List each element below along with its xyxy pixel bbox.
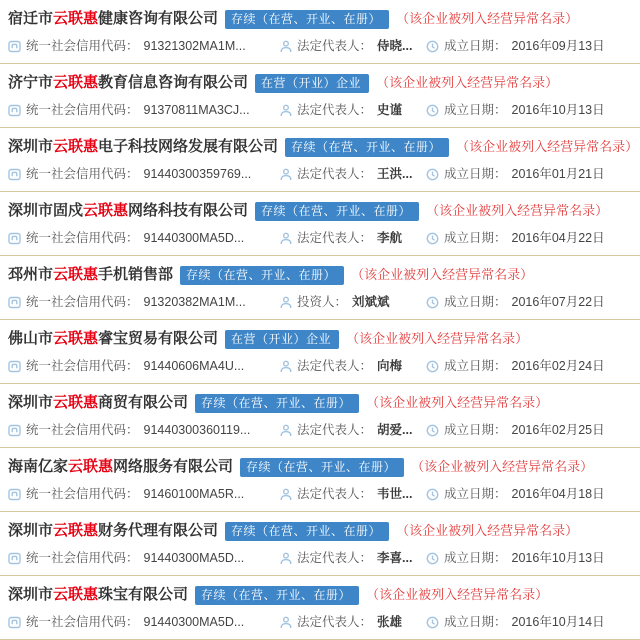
est-date-value: 2016年02月24日 (511, 359, 605, 373)
company-name-suffix: 健康咨询有限公司 (98, 10, 219, 27)
est-date-field (426, 166, 632, 182)
est-date-label: 成立日期： (444, 487, 507, 501)
credit-code-icon (8, 104, 21, 117)
company-info-line (8, 550, 632, 566)
clock-icon (426, 104, 439, 117)
credit-code-field (8, 230, 280, 246)
credit-code-field (8, 166, 280, 182)
status-badge: 存续（在营、开业、在册） (225, 522, 389, 541)
status-badge: 在营（开业）企业 (255, 74, 369, 93)
abnormal-operations-note: （该企业被列入经营异常名录） (396, 11, 579, 26)
legal-rep-value: 刘斌斌 (352, 295, 390, 309)
company-info-line (8, 358, 632, 374)
credit-code-label: 统一社会信用代码： (26, 359, 139, 373)
legal-rep-value: 王洪... (377, 167, 413, 181)
company-name-suffix: 睿宝贸易有限公司 (98, 330, 219, 347)
company-name-prefix: 深圳市 (8, 522, 54, 539)
est-date-field (426, 422, 632, 438)
est-date-label: 成立日期： (444, 615, 507, 629)
company-info-line (8, 230, 632, 246)
company-row (0, 512, 640, 576)
legal-rep-label: 法定代表人： (297, 103, 373, 117)
credit-code-field (8, 102, 280, 118)
est-date-value: 2016年04月18日 (511, 487, 605, 501)
company-name-keyword: 云联惠 (53, 138, 99, 155)
credit-code-value: 91440300MA5D... (143, 231, 245, 245)
legal-rep-field (280, 294, 426, 310)
company-name-link[interactable] (8, 201, 248, 221)
legal-rep-value: 侍晓... (377, 39, 413, 53)
est-date-value: 2016年04月22日 (511, 231, 605, 245)
status-badge: 存续（在营、开业、在册） (180, 266, 344, 285)
credit-code-value: 91370811MA3CJ... (143, 103, 250, 117)
person-icon (280, 552, 292, 565)
legal-rep-field (280, 102, 426, 118)
company-name-keyword: 云联惠 (53, 266, 99, 283)
company-name-prefix: 济宁市 (8, 74, 54, 91)
abnormal-operations-note: （该企业被列入经营异常名录） (346, 331, 529, 346)
credit-code-icon (8, 616, 21, 629)
company-info-line (8, 486, 632, 502)
clock-icon (426, 168, 439, 181)
credit-code-label: 统一社会信用代码： (26, 103, 139, 117)
credit-code-label: 统一社会信用代码： (26, 295, 139, 309)
credit-code-label: 统一社会信用代码： (26, 423, 139, 437)
est-date-value: 2016年01月21日 (511, 167, 605, 181)
credit-code-icon (8, 424, 21, 437)
status-badge: 在营（开业）企业 (225, 330, 339, 349)
est-date-label: 成立日期： (444, 423, 507, 437)
credit-code-value: 91321302MA1M... (143, 39, 246, 53)
est-date-label: 成立日期： (444, 359, 507, 373)
clock-icon (426, 488, 439, 501)
legal-rep-value: 李航 (377, 231, 403, 245)
clock-icon (426, 552, 439, 565)
legal-rep-label: 法定代表人： (297, 423, 373, 437)
company-name-link[interactable] (8, 585, 188, 605)
legal-rep-field (280, 614, 426, 630)
credit-code-label: 统一社会信用代码： (26, 615, 139, 629)
legal-rep-value: 胡爱... (377, 423, 413, 437)
person-icon (280, 168, 292, 181)
company-info-line (8, 102, 632, 118)
legal-rep-value: 李喜... (377, 551, 413, 565)
person-icon (280, 360, 292, 373)
credit-code-field (8, 486, 280, 502)
credit-code-value: 91440300359769... (143, 167, 252, 181)
credit-code-value: 91440300MA5D... (143, 615, 245, 629)
legal-rep-field (280, 358, 426, 374)
abnormal-operations-note: （该企业被列入经营异常名录） (411, 459, 594, 474)
legal-rep-field (280, 550, 426, 566)
company-title-line (8, 585, 632, 605)
est-date-field (426, 38, 632, 54)
credit-code-field (8, 550, 280, 566)
company-info-line (8, 166, 632, 182)
company-info-line (8, 422, 632, 438)
company-name-keyword: 云联惠 (53, 10, 99, 27)
legal-rep-label: 投资人： (297, 295, 348, 309)
status-badge: 存续（在营、开业、在册） (285, 138, 449, 157)
status-badge: 存续（在营、开业、在册） (225, 10, 389, 29)
est-date-value: 2016年07月22日 (511, 295, 605, 309)
company-name-suffix: 商贸有限公司 (98, 394, 189, 411)
est-date-value: 2016年10月13日 (511, 551, 605, 565)
credit-code-icon (8, 488, 21, 501)
legal-rep-value: 史谨 (377, 103, 403, 117)
company-row (0, 384, 640, 448)
est-date-label: 成立日期： (444, 551, 507, 565)
company-title-line (8, 393, 632, 413)
credit-code-label: 统一社会信用代码： (26, 487, 139, 501)
company-name-link[interactable] (8, 521, 218, 541)
company-name-keyword: 云联惠 (53, 74, 99, 91)
company-name-link[interactable] (8, 329, 218, 349)
credit-code-icon (8, 552, 21, 565)
status-badge: 存续（在营、开业、在册） (195, 586, 359, 605)
company-row (0, 192, 640, 256)
company-title-line (8, 265, 632, 285)
credit-code-value: 91460100MA5R... (143, 487, 245, 501)
company-title-line (8, 457, 632, 477)
company-name-link[interactable] (8, 73, 248, 93)
company-name-suffix: 教育信息咨询有限公司 (98, 74, 249, 91)
company-name-keyword: 云联惠 (53, 522, 99, 539)
company-name-prefix: 深圳市 (8, 394, 54, 411)
company-name-keyword: 云联惠 (83, 202, 129, 219)
credit-code-field (8, 358, 280, 374)
company-row (0, 0, 640, 64)
est-date-field (426, 486, 632, 502)
abnormal-operations-note: （该企业被列入经营异常名录） (366, 395, 549, 410)
legal-rep-field (280, 230, 426, 246)
legal-rep-value: 张雄 (377, 615, 403, 629)
credit-code-label: 统一社会信用代码： (26, 167, 139, 181)
credit-code-field (8, 38, 280, 54)
est-date-field (426, 102, 632, 118)
company-name-keyword: 云联惠 (53, 586, 99, 603)
company-row (0, 64, 640, 128)
company-info-line (8, 38, 632, 54)
est-date-field (426, 614, 632, 630)
company-name-prefix: 佛山市 (8, 330, 54, 347)
legal-rep-field (280, 486, 426, 502)
company-info-line (8, 294, 632, 310)
est-date-label: 成立日期： (444, 295, 507, 309)
abnormal-operations-note: （该企业被列入经营异常名录） (376, 75, 559, 90)
company-name-link[interactable] (8, 265, 173, 285)
company-name-prefix: 邳州市 (8, 266, 54, 283)
clock-icon (426, 424, 439, 437)
est-date-field (426, 358, 632, 374)
est-date-field (426, 550, 632, 566)
credit-code-icon (8, 360, 21, 373)
credit-code-label: 统一社会信用代码： (26, 551, 139, 565)
company-name-suffix: 网络科技有限公司 (128, 202, 249, 219)
credit-code-icon (8, 296, 21, 309)
company-name-suffix: 财务代理有限公司 (98, 522, 219, 539)
person-icon (280, 296, 292, 309)
company-name-keyword: 云联惠 (68, 458, 114, 475)
legal-rep-label: 法定代表人： (297, 39, 373, 53)
abnormal-operations-note: （该企业被列入经营异常名录） (456, 139, 639, 154)
company-title-line (8, 521, 632, 541)
legal-rep-label: 法定代表人： (297, 231, 373, 245)
credit-code-value: 91440300360119... (143, 423, 251, 437)
company-name-prefix: 海南亿家 (8, 458, 69, 475)
credit-code-value: 91440606MA4U... (143, 359, 245, 373)
company-title-line (8, 201, 632, 221)
credit-code-value: 91320382MA1M... (143, 295, 246, 309)
company-title-line (8, 9, 632, 29)
company-row (0, 576, 640, 640)
credit-code-value: 91440300MA5D... (143, 551, 245, 565)
est-date-label: 成立日期： (444, 103, 507, 117)
company-row (0, 320, 640, 384)
company-name-keyword: 云联惠 (53, 394, 99, 411)
company-info-line (8, 614, 632, 630)
clock-icon (426, 616, 439, 629)
legal-rep-field (280, 166, 426, 182)
company-name-prefix: 深圳市 (8, 138, 54, 155)
company-name-prefix: 深圳市固戍 (8, 202, 84, 219)
person-icon (280, 424, 292, 437)
credit-code-field (8, 614, 280, 630)
company-name-keyword: 云联惠 (53, 330, 99, 347)
est-date-label: 成立日期： (444, 231, 507, 245)
clock-icon (426, 360, 439, 373)
legal-rep-field (280, 422, 426, 438)
est-date-label: 成立日期： (444, 39, 507, 53)
person-icon (280, 616, 292, 629)
person-icon (280, 488, 292, 501)
company-title-line (8, 329, 632, 349)
company-name-link[interactable] (8, 393, 188, 413)
legal-rep-value: 向梅 (377, 359, 403, 373)
legal-rep-label: 法定代表人： (297, 551, 373, 565)
company-title-line (8, 137, 639, 157)
abnormal-operations-note: （该企业被列入经营异常名录） (426, 203, 609, 218)
legal-rep-label: 法定代表人： (297, 167, 373, 181)
clock-icon (426, 232, 439, 245)
company-name-link[interactable] (8, 137, 278, 157)
est-date-value: 2016年10月14日 (511, 615, 605, 629)
credit-code-icon (8, 40, 21, 53)
clock-icon (426, 296, 439, 309)
status-badge: 存续（在营、开业、在册） (195, 394, 359, 413)
est-date-value: 2016年02月25日 (511, 423, 605, 437)
clock-icon (426, 40, 439, 53)
est-date-label: 成立日期： (444, 167, 507, 181)
abnormal-operations-note: （该企业被列入经营异常名录） (366, 587, 549, 602)
legal-rep-label: 法定代表人： (297, 615, 373, 629)
abnormal-operations-note: （该企业被列入经营异常名录） (396, 523, 579, 538)
est-date-field (426, 230, 632, 246)
legal-rep-label: 法定代表人： (297, 359, 373, 373)
company-name-suffix: 手机销售部 (98, 266, 174, 283)
company-name-link[interactable] (8, 9, 218, 29)
credit-code-label: 统一社会信用代码： (26, 231, 139, 245)
company-name-suffix: 电子科技网络发展有限公司 (98, 138, 279, 155)
person-icon (280, 104, 292, 117)
company-name-prefix: 深圳市 (8, 586, 54, 603)
est-date-value: 2016年10月13日 (511, 103, 605, 117)
legal-rep-field (280, 38, 426, 54)
company-title-line (8, 73, 632, 93)
credit-code-icon (8, 168, 21, 181)
company-name-suffix: 珠宝有限公司 (98, 586, 189, 603)
credit-code-field (8, 422, 280, 438)
legal-rep-label: 法定代表人： (297, 487, 373, 501)
status-badge: 存续（在营、开业、在册） (240, 458, 404, 477)
company-row (0, 128, 640, 192)
credit-code-field (8, 294, 280, 310)
credit-code-icon (8, 232, 21, 245)
legal-rep-value: 韦世... (377, 487, 413, 501)
company-name-prefix: 宿迁市 (8, 10, 54, 27)
person-icon (280, 40, 292, 53)
company-row (0, 256, 640, 320)
abnormal-operations-note: （该企业被列入经营异常名录） (351, 267, 534, 282)
est-date-field (426, 294, 632, 310)
company-row (0, 448, 640, 512)
company-name-link[interactable] (8, 457, 233, 477)
person-icon (280, 232, 292, 245)
est-date-value: 2016年09月13日 (511, 39, 605, 53)
credit-code-label: 统一社会信用代码： (26, 39, 139, 53)
status-badge: 存续（在营、开业、在册） (255, 202, 419, 221)
company-name-suffix: 网络服务有限公司 (113, 458, 234, 475)
